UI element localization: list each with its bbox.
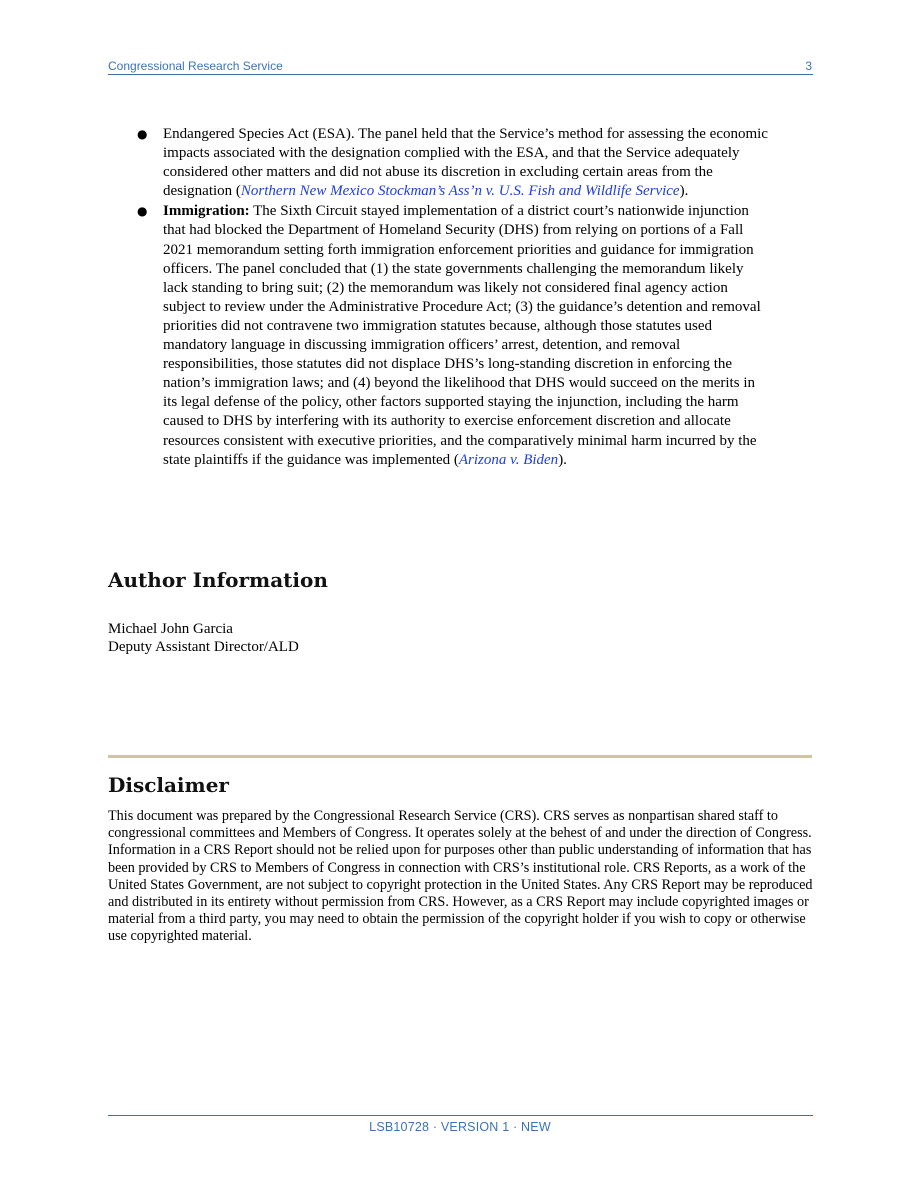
- header-org-name: Congressional Research Service: [108, 59, 283, 73]
- list-item: [108, 202, 768, 469]
- disclaimer-heading: Disclaimer: [108, 773, 229, 797]
- header-page-number: 3: [805, 59, 812, 73]
- page-header: [108, 58, 813, 75]
- author-block: [108, 620, 299, 656]
- case-citation-link[interactable]: Northern New Mexico Stockman’s Ass’n v. U.S. Fish and Wildlife Service: [240, 183, 680, 200]
- author-name: Michael John Garcia: [108, 621, 233, 637]
- footer-rule: [108, 1115, 813, 1116]
- bullet-lead: Immigration:: [163, 203, 250, 220]
- bullet-tail: ).: [679, 183, 689, 200]
- bullet-icon: ●: [137, 127, 148, 141]
- bullet-tail: ).: [558, 451, 567, 468]
- author-title: Deputy Assistant Director/ALD: [108, 639, 299, 655]
- list-item: [108, 125, 768, 201]
- disclaimer-text: This document was prepared by the Congressional Research Service (CRS). CRS serves as nonpartisan shared staff to congressional committees and Members of Congress. It operates solely at the behest of and under the direction of Congress. Information in a CRS Report should not be relied upon for purposes other than public understanding of information that has been provided by CRS to Members of Congress in connection with CRS’s institutional role. CRS Reports, as a work of the United States Government, are not subject to copyright protection in the United States. Any CRS Report may be reproduced and distributed in its entirety without permission from CRS. However, as a CRS Report may include copyrighted images or material from a third party, you may need to obtain the permission of the copyright holder if you wish to copy or otherwise use copyrighted material.: [108, 808, 813, 945]
- case-bullet-list: [108, 125, 768, 470]
- section-divider: [108, 755, 812, 758]
- bullet-text: The Sixth Circuit stayed implementation of a district court’s nationwide injunction that had blocked the Department of Homeland Security (DHS) from relying on portions of a Fall 2021 memorandum setting forth immigration enforcement priorities and guidance for immigration officers. The panel concluded that (1) the state governments challenging the memorandum likely lack standing to bring suit; (2) the memorandum was likely not considered final agency action subject to review under the Administrative Procedure Act; (3) the guidance’s detention and removal priorities did not contravene two immigration statutes because, although those statutes used mandatory language in discussing immigration officers’ arrest, detention, and removal responsibilities, those statutes did not displace DHS’s long-standing discretion in enforcing the nation’s immigration laws; and (4) beyond the likelihood that DHS would succeed on the merits in its legal defense of the policy, other factors supported staying the injunction, including the harm caused to DHS by interfering with its authority to exercise enforcement discretion and allocate resources consistent with executive priorities, and the comparatively minimal harm incurred by the state plaintiffs if the guidance was implemented (: [163, 203, 761, 468]
- bullet-text: Endangered Species Act (ESA). The panel held that the Service’s method for assessing the economic impacts associated with the designation complied with the ESA, and that the Service adequately considered other matters and did not abuse its discretion in excluding certain areas from the designation (: [163, 126, 768, 200]
- page-footer: LSB10728 · VERSION 1 · NEW: [369, 1120, 551, 1134]
- bullet-icon: ●: [137, 204, 148, 219]
- author-heading: Author Information: [108, 568, 328, 592]
- case-citation-link[interactable]: Arizona v. Biden: [458, 451, 559, 468]
